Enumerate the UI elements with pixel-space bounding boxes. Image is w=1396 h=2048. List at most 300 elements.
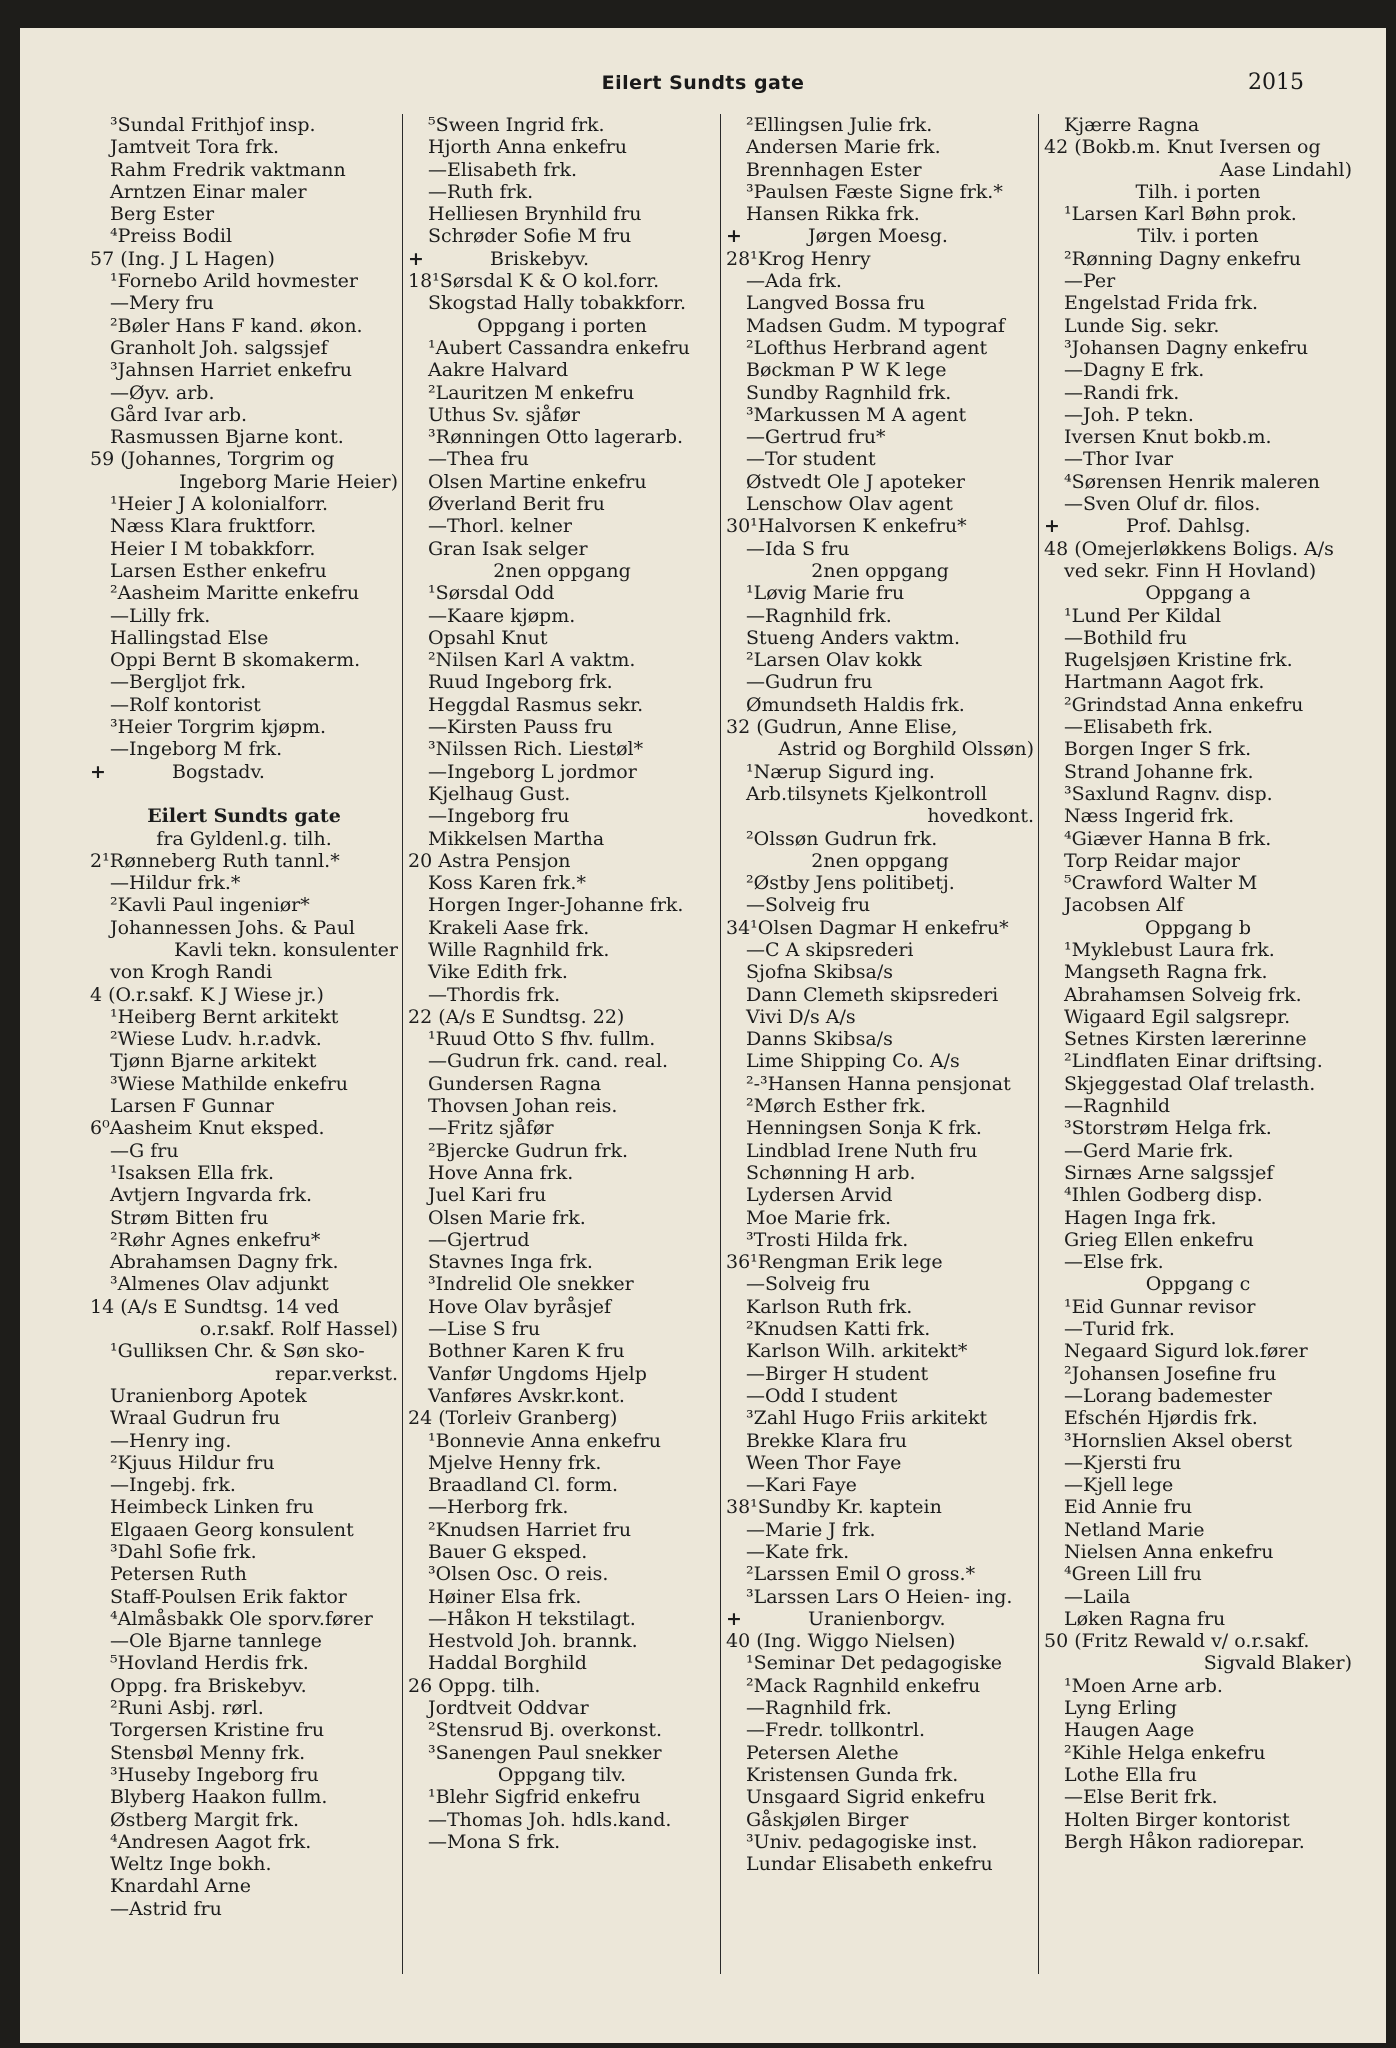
- directory-line: Hagen Inga frk.: [1064, 1206, 1217, 1229]
- directory-line: Stensbøl Menny frk.: [110, 1741, 306, 1764]
- directory-line: ¹Heier J A kolonialforr.: [110, 493, 329, 516]
- directory-line: Uthus Sv. sjåfør: [428, 403, 581, 426]
- directory-line: 38¹Sundby Kr. kaptein: [726, 1496, 942, 1519]
- directory-line: —Ingebj. frk.: [110, 1474, 236, 1497]
- directory-line: Lenschow Olav agent: [746, 493, 953, 516]
- directory-line: Engelstad Frida frk.: [1064, 292, 1259, 315]
- directory-line: —Sven Oluf dr. filos.: [1064, 493, 1261, 516]
- directory-line: 6⁰Aasheim Knut eksped.: [90, 1117, 325, 1140]
- directory-line: —Ragnhild frk.: [746, 1697, 892, 1720]
- directory-line: Sundby Ragnhild frk.: [746, 381, 952, 404]
- directory-line: Danns Skibsa/s: [746, 1028, 893, 1051]
- directory-line: Ween Thor Faye: [746, 1451, 902, 1474]
- directory-line: Arb.tilsynets Kjelkontroll: [746, 782, 988, 805]
- directory-line: 40 (Ing. Wiggo Nielsen): [726, 1630, 956, 1653]
- directory-line: ³Sanengen Paul snekker: [428, 1741, 662, 1764]
- directory-line: Kristensen Gunda frk.: [746, 1763, 959, 1786]
- directory-line: Dann Clemeth skipsrederi: [746, 983, 999, 1006]
- directory-line: 18¹Sørsdal K & O kol.forr.: [408, 270, 660, 293]
- directory-line: Bauer G eksped.: [428, 1541, 588, 1563]
- directory-line: 26 Oppg. tilh.: [408, 1674, 541, 1697]
- directory-line: ³Saxlund Ragnv. disp.: [1064, 782, 1273, 805]
- directory-line: Oppgang b: [1145, 916, 1251, 939]
- directory-line: Petersen Ruth: [110, 1563, 247, 1586]
- directory-line: ⁴Preiss Bodil: [110, 225, 233, 248]
- directory-line: —Thea fru: [428, 448, 529, 471]
- directory-line: Wille Ragnhild frk.: [428, 938, 610, 961]
- directory-line: Unsgaard Sigrid enkefru: [746, 1786, 986, 1809]
- directory-line: Vike Edith frk.: [428, 961, 568, 984]
- directory-line: —Hildur frk.*: [110, 872, 241, 895]
- directory-line: ²-³Hansen Hanna pensjonat: [746, 1072, 1011, 1095]
- directory-line: Stueng Anders vaktm.: [746, 626, 961, 649]
- directory-line: Negaard Sigurd lok.fører: [1064, 1340, 1308, 1363]
- directory-line: 2¹Rønneberg Ruth tannl.*: [90, 849, 340, 872]
- directory-line: —Kjersti fru: [1064, 1451, 1182, 1474]
- directory-line: Weltz Inge bokh.: [110, 1853, 272, 1876]
- directory-line: ⁴Giæver Hanna B frk.: [1064, 827, 1272, 850]
- directory-line: Sigvald Blaker): [1203, 1652, 1352, 1675]
- directory-line: ⁴Almåsbakk Ole sporv.fører: [110, 1607, 373, 1630]
- directory-line: ³Markussen M A agent: [746, 403, 967, 426]
- directory-line: Hansen Rikka frk.: [746, 203, 920, 226]
- directory-line: ¹Løvig Marie fru: [746, 582, 905, 605]
- directory-line: Eid Annie fru: [1064, 1496, 1193, 1519]
- directory-line: Andersen Marie frk.: [746, 136, 941, 159]
- directory-line: 42 (Bokb.m. Knut Iversen og: [1044, 136, 1321, 159]
- directory-line: Løken Ragna fru: [1064, 1607, 1226, 1630]
- directory-line: Larsen F Gunnar: [110, 1095, 274, 1118]
- directory-line: ³Dahl Sofie frk.: [110, 1541, 257, 1563]
- directory-line: ²Røhr Agnes enkefru*: [110, 1228, 321, 1251]
- directory-line: ²Stensrud Bj. overkonst.: [428, 1719, 663, 1742]
- directory-line: Hove Anna frk.: [428, 1161, 574, 1184]
- directory-line: 2nen oppgang: [493, 559, 631, 582]
- directory-line: Stavnes Inga frk.: [428, 1251, 593, 1274]
- directory-line: Schrøder Sofie M fru: [428, 225, 632, 248]
- directory-line: ³Wiese Mathilde enkefru: [110, 1072, 349, 1095]
- directory-line: 50 (Fritz Rewald v/ o.r.sakf.: [1044, 1630, 1310, 1653]
- directory-line: Tilv. i porten: [1137, 225, 1259, 248]
- directory-line: ¹Gulliksen Chr. & Søn sko-: [110, 1340, 365, 1363]
- directory-line: 2nen oppgang: [811, 559, 949, 582]
- directory-line: Abrahamsen Solveig frk.: [1064, 983, 1302, 1006]
- directory-line: —Ida S fru: [746, 537, 850, 560]
- directory-line: ³Rønningen Otto lagerarb.: [428, 426, 684, 449]
- directory-line: ³Paulsen Fæste Signe frk.*: [746, 180, 1003, 203]
- directory-line: —Ragnhild frk.: [746, 604, 892, 627]
- directory-line: —Lilly frk.: [110, 604, 211, 627]
- directory-line: ²Kavli Paul ingeniør*: [110, 894, 310, 917]
- directory-line: —Herborg frk.: [428, 1496, 569, 1519]
- directory-line: ¹Moen Arne arb.: [1064, 1674, 1223, 1697]
- directory-line: —Elisabeth frk.: [1064, 716, 1214, 739]
- directory-line: Næss Klara fruktforr.: [110, 515, 317, 538]
- cross-street-marker: +: [90, 760, 106, 783]
- directory-line: ¹Nærup Sigurd ing.: [746, 760, 935, 783]
- directory-line: ²Mack Ragnhild enkefru: [746, 1674, 981, 1697]
- directory-line: ²Østby Jens politibetj.: [746, 872, 955, 895]
- directory-line: —Marie J frk.: [746, 1518, 876, 1541]
- directory-line: Lundar Elisabeth enkefru: [746, 1853, 993, 1876]
- directory-line: 20 Astra Pensjon: [408, 849, 571, 872]
- directory-line: —Thomas Joh. hdls.kand.: [428, 1808, 672, 1831]
- directory-line: ¹Bonnevie Anna enkefru: [428, 1429, 661, 1452]
- directory-line: Efschén Hjørdis frk.: [1064, 1407, 1258, 1430]
- directory-line: Skogstad Hally tobakkforr.: [428, 292, 687, 315]
- directory-line: 14 (A/s E Sundtsg. 14 ved: [90, 1295, 340, 1318]
- directory-line: ¹Heiberg Bernt arkitekt: [110, 1005, 339, 1028]
- directory-line: hovedkont.: [927, 805, 1034, 828]
- directory-line: ¹Myklebust Laura frk.: [1064, 938, 1275, 961]
- directory-line: —Kate frk.: [746, 1541, 850, 1563]
- directory-line: ²Johansen Josefine fru: [1064, 1362, 1277, 1385]
- directory-line: ²Wiese Ludv. h.r.advk.: [110, 1028, 322, 1051]
- directory-line: —G fru: [110, 1139, 179, 1162]
- directory-line: ³Heier Torgrim kjøpm.: [110, 716, 327, 739]
- directory-line: ²Kjuus Hildur fru: [110, 1451, 275, 1474]
- directory-line: Jacobsen Alf: [1064, 894, 1184, 917]
- cross-street-marker: +: [726, 225, 742, 248]
- directory-line: Holten Birger kontorist: [1064, 1808, 1290, 1831]
- directory-line: ⁵Crawford Walter M: [1064, 872, 1258, 895]
- directory-line: Opsahl Knut: [428, 626, 548, 649]
- directory-line: —Håkon H tekstilagt.: [428, 1607, 636, 1630]
- directory-line: ¹Blehr Sigfrid enkefru: [428, 1786, 641, 1809]
- directory-line: ³Storstrøm Helga frk.: [1064, 1117, 1272, 1140]
- directory-line: ³Hornslien Aksel oberst: [1064, 1429, 1293, 1452]
- directory-line: ³Univ. pedagogiske inst.: [746, 1830, 978, 1853]
- directory-line: ³Trosti Hilda frk.: [746, 1228, 909, 1251]
- directory-line: Jamtveit Tora frk.: [110, 136, 280, 159]
- directory-line: 34¹Olsen Dagmar H enkefru*: [726, 916, 1009, 939]
- directory-line: ²Aasheim Maritte enkefru: [110, 582, 360, 605]
- directory-line: Ømundseth Haldis frk.: [746, 693, 965, 716]
- directory-line: ¹Larsen Karl Bøhn prok.: [1064, 203, 1297, 226]
- directory-line: Rugelsjøen Kristine frk.: [1064, 649, 1293, 672]
- directory-line: —Gudrun fru: [746, 671, 873, 694]
- directory-line: Granholt Joh. salgssjef: [110, 336, 328, 359]
- directory-line: —Gertrud fru*: [746, 426, 886, 449]
- directory-line: Langved Bossa fru: [746, 292, 926, 315]
- directory-line: ⁵Sween Ingrid frk.: [428, 114, 605, 136]
- directory-line: —Rolf kontorist: [110, 693, 261, 716]
- cross-street-label: Bogstadv.: [172, 760, 265, 783]
- directory-line: —Dagny E frk.: [1064, 359, 1205, 382]
- directory-line: Bøckman P W K lege: [746, 359, 947, 382]
- directory-line: Tjønn Bjarne arkitekt: [110, 1050, 317, 1073]
- directory-line: Brekke Klara fru: [746, 1429, 907, 1452]
- directory-line: Heier I M tobakkforr.: [110, 537, 316, 560]
- directory-line: Gåskjølen Birger: [746, 1808, 909, 1831]
- directory-line: Vanføres Avskr.kont.: [428, 1384, 625, 1407]
- directory-line: ²Ellingsen Julie frk.: [746, 114, 933, 136]
- directory-line: Næss Ingerid frk.: [1064, 805, 1235, 828]
- directory-line: ²Larsen Olav kokk: [746, 649, 922, 672]
- directory-line: Avtjern Ingvarda frk.: [110, 1184, 313, 1207]
- directory-line: Sirnæs Arne salgssjef: [1064, 1161, 1274, 1184]
- directory-line: Tilh. i porten: [1135, 180, 1261, 203]
- directory-line: Høiner Elsa frk.: [428, 1585, 582, 1608]
- directory-line: 36¹Rengman Erik lege: [726, 1251, 943, 1274]
- directory-line: —Thordis frk.: [428, 983, 561, 1006]
- directory-line: —Ingeborg M frk.: [110, 738, 283, 761]
- directory-line: Karlson Wilh. arkitekt*: [746, 1340, 968, 1363]
- directory-line: Horgen Inger-Johanne frk.: [428, 894, 684, 917]
- directory-line: —Laila: [1064, 1585, 1131, 1608]
- directory-line: 28¹Krog Henry: [726, 247, 871, 270]
- directory-line: —Øyv. arb.: [110, 381, 215, 404]
- directory-line: —Mona S frk.: [428, 1830, 561, 1853]
- directory-line: Moe Marie frk.: [746, 1206, 892, 1229]
- directory-line: Heggdal Rasmus sekr.: [428, 693, 644, 716]
- directory-line: 22 (A/s E Sundtsg. 22): [408, 1005, 625, 1028]
- directory-line: Braadland Cl. form.: [428, 1474, 619, 1497]
- directory-line: —Per: [1064, 270, 1116, 293]
- directory-line: —Solveig fru: [746, 894, 871, 917]
- directory-line: [1044, 515, 1352, 537]
- directory-line: Torp Reidar major: [1064, 849, 1240, 872]
- directory-line: Grieg Ellen enkefru: [1064, 1228, 1254, 1251]
- directory-line: Olsen Marie frk.: [428, 1206, 586, 1229]
- directory-line: Juel Kari fru: [428, 1184, 547, 1207]
- cross-street-label: Jørgen Moesg.: [808, 225, 948, 248]
- directory-line: —Thor Ivar: [1064, 448, 1174, 471]
- directory-line: —Kari Faye: [746, 1474, 857, 1497]
- directory-line: Haugen Aage: [1064, 1719, 1195, 1742]
- directory-line: Knardahl Arne: [110, 1875, 251, 1898]
- directory-line: ²Runi Asbj. rørl.: [110, 1697, 264, 1720]
- directory-line: Oppgang i porten: [477, 314, 647, 337]
- column-divider: [402, 114, 403, 1974]
- directory-line: —Ingeborg L jordmor: [428, 760, 637, 783]
- directory-line: [408, 248, 716, 270]
- directory-line: Abrahamsen Dagny frk.: [110, 1251, 339, 1274]
- directory-line: ³Indrelid Ole snekker: [428, 1273, 634, 1296]
- directory-line: ²Bjercke Gudrun frk.: [428, 1139, 629, 1162]
- directory-line: 2nen oppgang: [811, 849, 949, 872]
- directory-line: Hallingstad Else: [110, 626, 269, 649]
- directory-line: —Elisabeth frk.: [428, 158, 578, 181]
- directory-line: Lydersen Arvid: [746, 1184, 893, 1207]
- directory-line: 32 (Gudrun, Anne Elise,: [726, 716, 958, 739]
- directory-line: Gran Isak selger: [428, 537, 588, 560]
- directory-line: Berg Ester: [110, 203, 215, 226]
- directory-line: Strand Johanne frk.: [1064, 760, 1254, 783]
- column-2: [408, 114, 716, 1853]
- directory-line: Oppi Bernt B skomakerm.: [110, 649, 361, 672]
- directory-line: Helliesen Brynhild fru: [428, 203, 642, 226]
- directory-line: Gård Ivar arb.: [110, 403, 248, 426]
- directory-line: —Fritz sjåfør: [428, 1117, 554, 1140]
- cross-street-marker: +: [408, 247, 424, 270]
- directory-line: —Henry ing.: [110, 1429, 232, 1452]
- directory-line: Vanfør Ungdoms Hjelp: [428, 1362, 647, 1385]
- directory-line: —Ragnhild: [1064, 1095, 1171, 1118]
- directory-line: Brennhagen Ester: [746, 158, 922, 181]
- directory-line: ¹Aubert Cassandra enkefru: [428, 336, 690, 359]
- directory-line: [726, 1608, 1034, 1630]
- directory-line: o.r.sakf. Rolf Hassel): [199, 1318, 398, 1341]
- directory-line: ³Olsen Osc. O reis.: [428, 1563, 609, 1586]
- directory-line: —Else Berit frk.: [1064, 1786, 1218, 1809]
- directory-line: ³Johansen Dagny enkefru: [1064, 336, 1309, 359]
- directory-line: Haddal Borghild: [428, 1652, 587, 1675]
- directory-line: —Ole Bjarne tannlege: [110, 1630, 322, 1653]
- directory-line: ³Larssen Lars O Heien- ing.: [746, 1585, 1013, 1608]
- cross-street-label: Prof. Dahlsg.: [1126, 515, 1251, 538]
- directory-line: ¹Fornebo Arild hovmester: [110, 270, 358, 293]
- directory-line: ¹Eid Gunnar revisor: [1064, 1295, 1256, 1318]
- directory-line: ²Bøler Hans F kand. økon.: [110, 314, 363, 337]
- directory-line: Madsen Gudm. M typograf: [746, 314, 1005, 337]
- directory-line: Oppgang a: [1145, 582, 1251, 605]
- directory-line: ²Olssøn Gudrun frk.: [746, 827, 938, 850]
- directory-line: ²Knudsen Katti frk.: [746, 1318, 931, 1341]
- cross-street-marker: +: [726, 1607, 742, 1630]
- directory-line: Setnes Kirsten lærerinne: [1064, 1028, 1307, 1051]
- directory-line: Øverland Berit fru: [428, 493, 605, 516]
- directory-line: ²Nilsen Karl A vaktm.: [428, 649, 636, 672]
- directory-line: Hove Olav byråsjef: [428, 1295, 612, 1318]
- directory-line: Krakeli Aase frk.: [428, 916, 590, 939]
- directory-line: Olsen Martine enkefru: [428, 470, 647, 493]
- directory-line: Astrid og Borghild Olssøn): [778, 738, 1034, 761]
- directory-line: Staff-Poulsen Erik faktor: [110, 1585, 347, 1608]
- directory-line: —Gjertrud: [428, 1228, 530, 1251]
- directory-line: Jordtveit Oddvar: [428, 1697, 589, 1720]
- directory-line: [90, 761, 398, 783]
- directory-line: 30¹Halvorsen K enkefru*: [726, 515, 967, 538]
- directory-line: —Kirsten Pauss fru: [428, 716, 613, 739]
- directory-line: —Randi frk.: [1064, 381, 1180, 404]
- directory-page: [20, 28, 1386, 2043]
- directory-line: —Gerd Marie frk.: [1064, 1139, 1234, 1162]
- page-number: 2015: [1248, 70, 1304, 95]
- directory-line: ⁴Ihlen Godberg disp.: [1064, 1184, 1263, 1207]
- directory-line: Netland Marie: [1064, 1518, 1205, 1541]
- directory-line: Rasmussen Bjarne kont.: [110, 426, 344, 449]
- directory-line: Aakre Halvard: [428, 359, 569, 382]
- directory-line: Oppgang c: [1145, 1273, 1251, 1296]
- directory-line: Arntzen Einar maler: [110, 180, 307, 203]
- directory-line: ¹Ruud Otto S fhv. fullm.: [428, 1028, 656, 1051]
- directory-line: Elgaaen Georg konsulent: [110, 1518, 354, 1541]
- directory-line: Wraal Gudrun fru: [110, 1407, 281, 1430]
- directory-line: Schønning H arb.: [746, 1161, 916, 1184]
- directory-line: ved sekr. Finn H Hovland): [1064, 559, 1317, 582]
- column-divider: [1038, 114, 1039, 1974]
- directory-line: Oppgang tilv.: [497, 1763, 627, 1786]
- directory-line: —Lorang bademester: [1064, 1384, 1272, 1407]
- directory-line: —Odd I student: [746, 1384, 898, 1407]
- directory-line: ²Kihle Helga enkefru: [1064, 1741, 1266, 1764]
- directory-line: —C A skipsrederi: [746, 938, 914, 961]
- directory-line: fra Gyldenl.g. tilh.: [156, 827, 332, 850]
- directory-line: —Kjell lege: [1064, 1474, 1174, 1497]
- directory-line: ³Huseby Ingeborg fru: [110, 1763, 319, 1786]
- directory-line: Torgersen Kristine fru: [110, 1719, 325, 1742]
- directory-line: ¹Isaksen Ella frk.: [110, 1161, 275, 1184]
- directory-line: Kjelhaug Gust.: [428, 782, 571, 805]
- directory-line: von Krogh Randi: [110, 961, 273, 984]
- directory-line: ²Knudsen Harriet fru: [428, 1518, 632, 1541]
- directory-line: Skjeggestad Olaf trelasth.: [1064, 1072, 1316, 1095]
- directory-line: ¹Seminar Det pedagogiske: [746, 1652, 1003, 1675]
- directory-line: [90, 783, 398, 805]
- directory-line: Borgen Inger S frk.: [1064, 738, 1252, 761]
- directory-line: [726, 225, 1034, 247]
- directory-line: Kavli tekn. konsulenter: [174, 938, 398, 961]
- directory-line: ¹Sørsdal Odd: [428, 582, 555, 605]
- directory-line: ²Lofthus Herbrand agent: [746, 336, 988, 359]
- directory-line: —Ingeborg fru: [428, 805, 570, 828]
- cross-street-marker: +: [1044, 515, 1060, 538]
- directory-line: Blyberg Haakon fullm.: [110, 1786, 328, 1809]
- directory-line: Koss Karen frk.*: [428, 872, 586, 895]
- directory-line: Larsen Esther enkefru: [110, 559, 327, 582]
- directory-line: —Solveig fru: [746, 1273, 871, 1296]
- page-title: Eilert Sundts gate: [601, 72, 805, 94]
- directory-line: ²Lindflaten Einar driftsing.: [1064, 1050, 1323, 1073]
- directory-line: ³Nilssen Rich. Liestøl*: [428, 738, 644, 761]
- directory-line: Iversen Knut bokb.m.: [1064, 426, 1272, 449]
- directory-line: Eilert Sundts gate: [147, 805, 341, 828]
- directory-line: Strøm Bitten fru: [110, 1206, 269, 1229]
- directory-line: —Lise S fru: [428, 1318, 541, 1341]
- directory-line: Lyng Erling: [1064, 1697, 1177, 1720]
- directory-line: ⁴Andresen Aagot frk.: [110, 1830, 312, 1853]
- directory-line: ³Almenes Olav adjunkt: [110, 1273, 329, 1296]
- directory-line: 59 (Johannes, Torgrim og: [90, 448, 335, 471]
- directory-line: Bothner Karen K fru: [428, 1340, 625, 1363]
- directory-line: ⁴Sørensen Henrik maleren: [1064, 470, 1320, 493]
- directory-line: Nielsen Anna enkefru: [1064, 1541, 1274, 1563]
- directory-line: ²Lauritzen M enkefru: [428, 381, 635, 404]
- directory-line: ³Jahnsen Harriet enkefru: [110, 359, 352, 382]
- directory-line: Lime Shipping Co. A/s: [746, 1050, 960, 1073]
- directory-line: ¹Lund Per Kildal: [1064, 604, 1222, 627]
- directory-line: —Thorl. kelner: [428, 515, 572, 538]
- directory-line: —Joh. P tekn.: [1064, 403, 1194, 426]
- column-1: [90, 114, 398, 1920]
- directory-line: 57 (Ing. J L Hagen): [90, 247, 275, 270]
- directory-line: ²Mørch Esther frk.: [746, 1095, 927, 1118]
- directory-line: Aase Lindahl): [1219, 158, 1352, 181]
- directory-line: —Birger H student: [746, 1362, 929, 1385]
- directory-line: Thovsen Johan reis.: [428, 1095, 618, 1118]
- directory-line: Ingeborg Marie Heier): [179, 470, 398, 493]
- column-4: [1044, 114, 1352, 1853]
- directory-line: Østvedt Ole J apoteker: [746, 470, 966, 493]
- directory-line: ⁵Hovland Herdis frk.: [110, 1652, 309, 1675]
- directory-line: Sjofna Skibsa/s: [746, 961, 893, 984]
- directory-line: Hjorth Anna enkefru: [428, 136, 628, 159]
- directory-line: Østberg Margit frk.: [110, 1808, 300, 1831]
- directory-line: Ruud Ingeborg frk.: [428, 671, 613, 694]
- directory-line: Heimbeck Linken fru: [110, 1496, 314, 1519]
- column-divider: [720, 114, 721, 1974]
- directory-line: —Ada frk.: [746, 270, 842, 293]
- directory-line: Uranienborg Apotek: [110, 1384, 307, 1407]
- directory-line: repar.verkst.: [275, 1362, 398, 1385]
- directory-line: ⁴Green Lill fru: [1064, 1563, 1202, 1586]
- directory-line: Rahm Fredrik vaktmann: [110, 158, 346, 181]
- directory-line: Lindblad Irene Nuth fru: [746, 1139, 978, 1162]
- directory-line: —Gudrun frk. cand. real.: [428, 1050, 669, 1073]
- directory-line: —Kaare kjøpm.: [428, 604, 576, 627]
- directory-line: 4 (O.r.sakf. K J Wiese jr.): [90, 983, 324, 1006]
